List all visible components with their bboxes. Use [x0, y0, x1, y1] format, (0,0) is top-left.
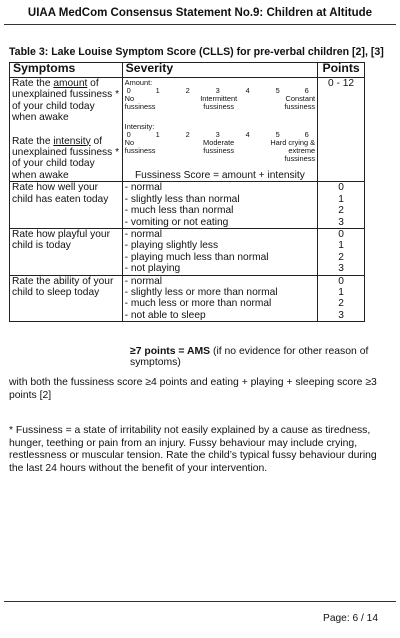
header-rule	[4, 24, 396, 25]
sleeping-question: Rate the ability of your child to sleep today	[10, 275, 123, 322]
eating-points	[318, 182, 365, 229]
amount-desc-0: No fussiness	[124, 94, 156, 111]
option: - normal	[124, 228, 163, 240]
intensity-6: 6	[304, 130, 309, 139]
intensity-question: Rate the intensity of unexplained fussiness * of your child today when awake	[12, 135, 120, 181]
fussiness-score-formula: Fussiness Score = amount + intensity	[134, 170, 305, 181]
intensity-label: Intensity:	[124, 122, 155, 131]
amount-1: 1	[155, 86, 160, 95]
fussiness-points: 0 - 12	[318, 78, 365, 182]
table-caption: Table 3: Lake Louise Symptom Score (CLLS) for pre-verbal children [2], [3]	[9, 46, 384, 58]
eating-row	[10, 182, 365, 229]
option: - much less or more than normal	[124, 298, 272, 310]
sleeping-points	[318, 275, 365, 322]
option: - not able to sleep	[124, 309, 206, 321]
playing-row	[10, 228, 365, 275]
ams-threshold-bold: ≥7 points = AMS	[130, 346, 211, 357]
intensity-5: 5	[275, 130, 280, 139]
intensity-2: 2	[185, 130, 190, 139]
option: - playing slightly less	[124, 240, 219, 252]
point: 3	[338, 263, 344, 275]
ams-threshold-note: (if no evidence for other reason of symptoms)	[130, 346, 369, 368]
amount-question: Rate the amount of unexplained fussiness * of your child today when awake	[12, 78, 120, 124]
fussiness-footnote: * Fussiness = a state of irritability not easily explained by a cause as tiredness, hunger, teething or pain from an injury. Fussy behaviour may include crying, restlessness or muscular tension. Rate the child’s typical fussy behaviour during the last 24 hours without the benefit of your intervention.	[9, 425, 377, 474]
amount-5: 5	[275, 86, 280, 95]
clls-table	[9, 62, 365, 322]
amount-2: 2	[185, 86, 190, 95]
fussiness-questions	[10, 78, 123, 182]
option: - slightly less than normal	[124, 193, 240, 205]
amount-3: 3	[215, 86, 220, 95]
intensity-0: 0	[126, 130, 131, 139]
fussiness-row	[10, 78, 365, 182]
amount-desc-3: Intermittent fussiness	[200, 94, 238, 111]
sleeping-row	[10, 275, 365, 322]
point: 2	[338, 205, 344, 217]
option: - vomiting or not eating	[124, 216, 229, 228]
eating-options	[122, 182, 317, 229]
page-number: Page: 6 / 14	[323, 613, 378, 624]
intensity-desc-3: Moderate fussiness	[203, 138, 235, 155]
option: - much less than normal	[124, 205, 234, 217]
option: - slightly less or more than normal	[124, 286, 278, 298]
intensity-desc-6: Hard crying & extreme fussiness	[270, 138, 316, 163]
intensity-desc-0: No fussiness	[124, 138, 156, 155]
footer-rule	[4, 601, 396, 602]
table-header-row	[10, 63, 365, 78]
fussiness-scales	[122, 78, 317, 182]
intensity-1: 1	[155, 130, 160, 139]
header-severity: Severity	[122, 63, 317, 78]
intensity-scale	[125, 122, 315, 166]
eating-question: Rate how well your child has eaten today	[10, 182, 123, 229]
page-header: UIAA MedCom Consensus Statement No.9: Children at Altitude	[27, 7, 373, 19]
amount-0: 0	[126, 86, 131, 95]
point: 0	[338, 182, 344, 194]
amount-6: 6	[304, 86, 309, 95]
header-symptoms: Symptoms	[10, 63, 123, 78]
ams-threshold	[130, 346, 400, 368]
intensity-3: 3	[215, 130, 220, 139]
point: 2	[338, 298, 344, 310]
point: 0	[338, 275, 344, 287]
amount-desc-6: Constant fussiness	[284, 94, 316, 111]
amount-scale	[125, 78, 315, 122]
amount-4: 4	[245, 86, 250, 95]
playing-question: Rate how playful your child is today	[10, 228, 123, 275]
header-points: Points	[318, 63, 365, 78]
point: 0	[338, 228, 344, 240]
intensity-4: 4	[245, 130, 250, 139]
score-condition: with both the fussiness score ≥4 points and eating + playing + sleeping score ≥3 points [2]	[9, 377, 377, 401]
point: 1	[338, 193, 344, 205]
option: - normal	[124, 182, 163, 194]
point: 3	[338, 309, 344, 321]
sleeping-options	[122, 275, 317, 322]
option: - playing much less than normal	[124, 251, 269, 263]
point: 3	[338, 216, 344, 228]
amount-label: Amount:	[124, 78, 153, 87]
point: 2	[338, 251, 344, 263]
playing-options	[122, 228, 317, 275]
point: 1	[338, 240, 344, 252]
point: 1	[338, 286, 344, 298]
playing-points	[318, 228, 365, 275]
option: - not playing	[124, 263, 181, 275]
option: - normal	[124, 275, 163, 287]
